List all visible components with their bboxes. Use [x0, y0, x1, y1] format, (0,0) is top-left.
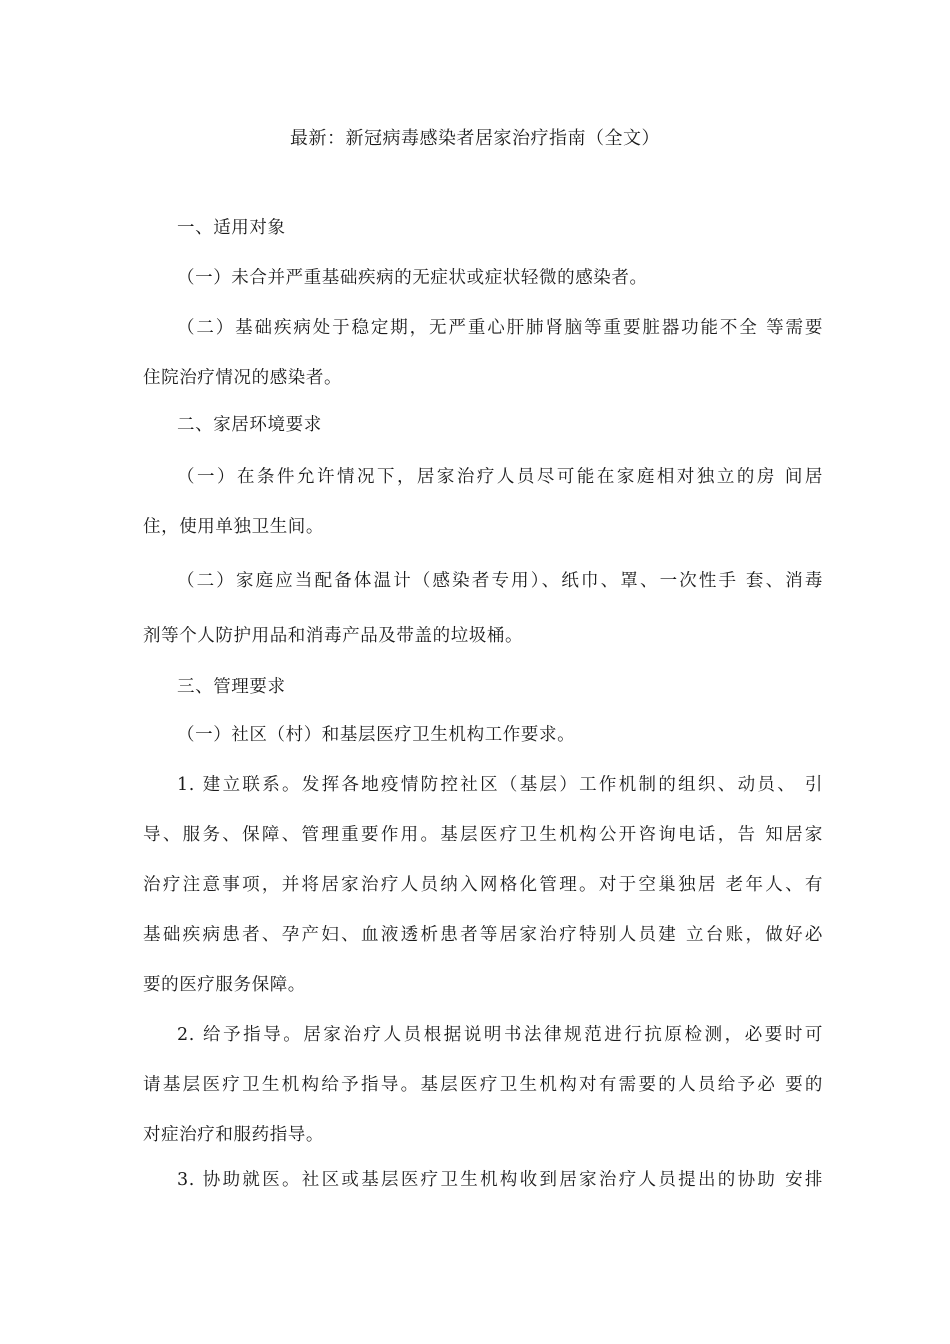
- paragraph-line: （二）基础疾病处于稳定期，无严重心肝肺肾脑等重要脏器功能不全 等需要: [177, 318, 823, 338]
- paragraph-line: （二）家庭应当配备体温计（感染者专用）、纸巾、罩、一次性手 套、消毒: [177, 571, 823, 591]
- document-title: 最新：新冠病毒感染者居家治疗指南（全文）: [290, 128, 660, 149]
- paragraph-line: 要的医疗服务保障。: [143, 975, 306, 995]
- paragraph-line: 基础疾病患者、孕产妇、血液透析患者等居家治疗特别人员建 立台账，做好必: [143, 925, 823, 945]
- paragraph-line: （一）未合并严重基础疾病的无症状或症状轻微的感染者。: [177, 268, 648, 288]
- paragraph-line: 住，使用单独卫生间。: [143, 517, 324, 537]
- section-heading: 三、管理要求: [177, 677, 286, 697]
- paragraph-line: 对症治疗和服药指导。: [143, 1125, 324, 1145]
- paragraph-line: 剂等个人防护用品和消毒产品及带盖的垃圾桶。: [143, 626, 524, 646]
- paragraph-line: 3. 协助就医。社区或基层医疗卫生机构收到居家治疗人员提出的协助 安排: [177, 1170, 823, 1190]
- paragraph-line: 治疗注意事项，并将居家治疗人员纳入网格化管理。对于空巢独居 老年人、有: [143, 875, 823, 895]
- paragraph-line: 导、服务、保障、管理重要作用。基层医疗卫生机构公开咨询电话，告 知居家: [143, 825, 823, 845]
- section-heading: 二、家居环境要求: [177, 415, 322, 435]
- paragraph-line: 请基层医疗卫生机构给予指导。基层医疗卫生机构对有需要的人员给予必 要的: [143, 1075, 823, 1095]
- paragraph-line: 2. 给予指导。居家治疗人员根据说明书法律规范进行抗原检测，必要时可: [177, 1025, 823, 1045]
- paragraph-line: 住院治疗情况的感染者。: [143, 368, 343, 388]
- paragraph-line: （一）在条件允许情况下，居家治疗人员尽可能在家庭相对独立的房 间居: [177, 467, 823, 487]
- section-heading: 一、适用对象: [177, 218, 286, 238]
- paragraph-line: 1. 建立联系。发挥各地疫情防控社区（基层）工作机制的组织、动员、 引: [177, 775, 823, 795]
- paragraph-line: （一）社区（村）和基层医疗卫生机构工作要求。: [177, 725, 576, 745]
